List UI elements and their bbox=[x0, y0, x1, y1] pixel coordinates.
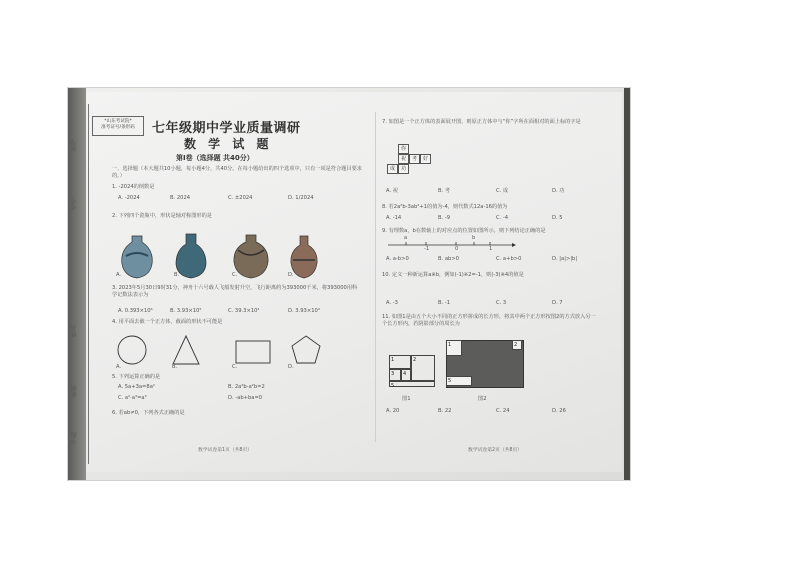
vase-d bbox=[291, 236, 317, 278]
fig2-tile-5: 5 bbox=[446, 376, 472, 386]
vase-c bbox=[234, 235, 268, 278]
vase-a bbox=[122, 236, 153, 278]
q5-option-a: A. 5a+3a=8a² bbox=[118, 384, 155, 390]
page-footer-left: 数学试卷第1页（共8页） bbox=[198, 448, 253, 453]
photo-of-exam-sheet bbox=[68, 88, 630, 480]
q11-stem: 11. 如图1是由五个大小不同的正方形拼成的长方形，将其中两个正方形按图2的方式放入另一个长方形内，若阴影部分的周长为 bbox=[382, 314, 596, 327]
side-label-name: 姓名 bbox=[71, 325, 78, 337]
q10-option-a: A. -3 bbox=[386, 300, 398, 306]
barcode-stamp bbox=[92, 116, 144, 136]
rectangle-shape bbox=[236, 341, 270, 363]
vase-figures bbox=[118, 232, 328, 280]
q8-option-a: A. -14 bbox=[386, 215, 402, 221]
side-label-exam-number: 考号 bbox=[71, 198, 78, 210]
net-cell-4: 好 bbox=[420, 154, 431, 164]
q3-option-c: C. 39.3×10⁴ bbox=[228, 308, 260, 314]
circle-shape bbox=[118, 336, 146, 364]
fig1-tile-4: 4 bbox=[401, 369, 411, 381]
q2-stem: 2. 下列四个瓷瓶中，形状是轴对称图形的是 bbox=[112, 213, 212, 219]
q9-stem: 9. 有理数a，b在数轴上的对应点的位置如图所示，则下列结论正确的是 bbox=[382, 228, 546, 234]
fig1-tile-2: 2 bbox=[411, 355, 435, 381]
q1-option-c: C. ±2024 bbox=[228, 195, 253, 201]
axis-label-0: 0 bbox=[455, 246, 459, 252]
q10-option-d: D. 7 bbox=[552, 300, 563, 306]
q1-stem: 1. -2024的倒数是 bbox=[112, 184, 155, 190]
q9-option-b: B. ab>0 bbox=[438, 256, 459, 262]
side-label-school: 学校 bbox=[71, 432, 78, 444]
figure1-caption: 图1 bbox=[402, 396, 411, 402]
q7-option-b: B. 考 bbox=[438, 188, 451, 194]
pentagon-shape bbox=[292, 336, 320, 363]
vase-b bbox=[176, 234, 206, 278]
fig2-tile-2: 2 bbox=[512, 340, 522, 350]
q4-option-d: D. bbox=[288, 364, 294, 370]
q2-option-c: C. bbox=[232, 272, 238, 278]
q8-option-d: D. 5 bbox=[552, 215, 563, 221]
fig1-tile-3: 3 bbox=[389, 369, 401, 381]
fig1-tile-5: 5 bbox=[389, 381, 435, 387]
part-title: 第Ⅰ卷（选择题 共40分） bbox=[176, 154, 254, 162]
binding-line bbox=[88, 104, 89, 464]
q8-stem: 8. 若2a²b-3ab²+1的值为-4，则代数式12a-16的值为 bbox=[382, 204, 508, 210]
q3-option-b: B. 3.93×10⁵ bbox=[170, 308, 202, 314]
page-fold bbox=[375, 112, 376, 442]
q9-option-d: D. |a|>|b| bbox=[552, 256, 578, 262]
q2-option-b: B. bbox=[174, 272, 180, 278]
q3-option-a: A. 0.393×10⁶ bbox=[118, 308, 153, 314]
q11-option-c: C. 24 bbox=[496, 408, 510, 414]
q4-option-c: C. bbox=[232, 364, 238, 370]
q5-option-d: D. -ab+ba=0 bbox=[228, 395, 263, 401]
q10-option-b: B. -1 bbox=[438, 300, 451, 306]
exam-title: 七年级期中学业质量调研 bbox=[152, 121, 301, 136]
q4-option-b: B. bbox=[172, 364, 178, 370]
q5-stem: 5. 下列运算正确的是 bbox=[112, 374, 161, 380]
axis-label-1: 1 bbox=[489, 246, 493, 252]
q10-option-c: C. 3 bbox=[496, 300, 507, 306]
axis-label-neg1: -1 bbox=[424, 246, 430, 252]
net-cell-2: 祝 bbox=[398, 154, 409, 164]
triangle-shape bbox=[173, 336, 199, 364]
q1-option-b: B. 2024 bbox=[170, 195, 191, 201]
q4-shapes bbox=[116, 333, 336, 367]
q5-option-b: B. 2a²b-a²b=2 bbox=[228, 384, 265, 390]
q4-stem: 4. 用平面去截一个正方体，截面的形状不可能是 bbox=[112, 319, 223, 325]
page-footer-right: 数学试卷第2页（共8页） bbox=[468, 448, 523, 453]
q5-option-c: C. a²·a³=a⁵ bbox=[118, 395, 147, 401]
q2-option-a: A. bbox=[116, 272, 122, 278]
q11-option-b: B. 22 bbox=[438, 408, 452, 414]
q9-option-c: C. a+b>0 bbox=[496, 256, 522, 262]
axis-label-b: b bbox=[472, 235, 476, 241]
net-cell-6: 功 bbox=[398, 164, 409, 174]
stamp-line-2: 准考证号/条形码 bbox=[101, 125, 135, 130]
q2-option-d: D. bbox=[288, 272, 294, 278]
exam-subject: 数 学 试 题 bbox=[184, 137, 273, 151]
side-label-class: 班级 bbox=[71, 385, 78, 397]
q8-option-c: C. -4 bbox=[496, 215, 509, 221]
photo-right-edge bbox=[624, 88, 630, 480]
stamp-line-1: *山东考试院* bbox=[104, 119, 132, 124]
q8-option-b: B. -9 bbox=[438, 215, 451, 221]
q4-option-a: A. bbox=[116, 364, 122, 370]
q1-option-d: D. 1/2024 bbox=[288, 195, 314, 201]
figure2-caption: 图2 bbox=[478, 396, 487, 402]
q7-option-c: C. 成 bbox=[496, 188, 509, 194]
q3-option-d: D. 3.93×10⁴ bbox=[288, 308, 320, 314]
q11-option-d: D. 26 bbox=[552, 408, 566, 414]
q7-option-a: A. 祝 bbox=[386, 188, 398, 194]
net-cell-3: 考 bbox=[409, 154, 420, 164]
q10-stem: 10. 定义一种新运算a※b，例如(-1)※2=-1，则(-3)※4的值是 bbox=[382, 272, 524, 278]
q9-option-a: A. a-b>0 bbox=[386, 256, 409, 262]
net-cell-5: 成 bbox=[387, 164, 398, 174]
q7-stem: 7. 如图是一个正方体的表面展开图，则原正方体中与“你”字所在面相对的面上标的字是 bbox=[382, 119, 581, 125]
q1-option-a: A. -2024 bbox=[118, 195, 140, 201]
net-cell-1: 你 bbox=[398, 144, 409, 154]
axis-label-a: a bbox=[404, 235, 408, 241]
side-label-seat: 座号 bbox=[71, 140, 78, 152]
fig1-tile-1: 1 bbox=[389, 355, 411, 369]
fig2-tile-1: 1 bbox=[446, 340, 462, 356]
section-instruction: 一、选择题（本大题共10小题，每小题4分，共40分。在每小题给出的四个选项中，只有一项是符合题目要求的。） bbox=[112, 166, 362, 179]
q6-stem: 6. 若ab≠0，下列各式正确的是 bbox=[112, 410, 185, 416]
q7-option-d: D. 功 bbox=[552, 188, 565, 194]
q11-option-a: A. 20 bbox=[386, 408, 400, 414]
q3-stem: 3. 2023年5月30日9时31分，神舟十六号载人飞船发射升空，飞行距离约为393000千米，将393000用科学记数法表示为 bbox=[112, 285, 358, 298]
